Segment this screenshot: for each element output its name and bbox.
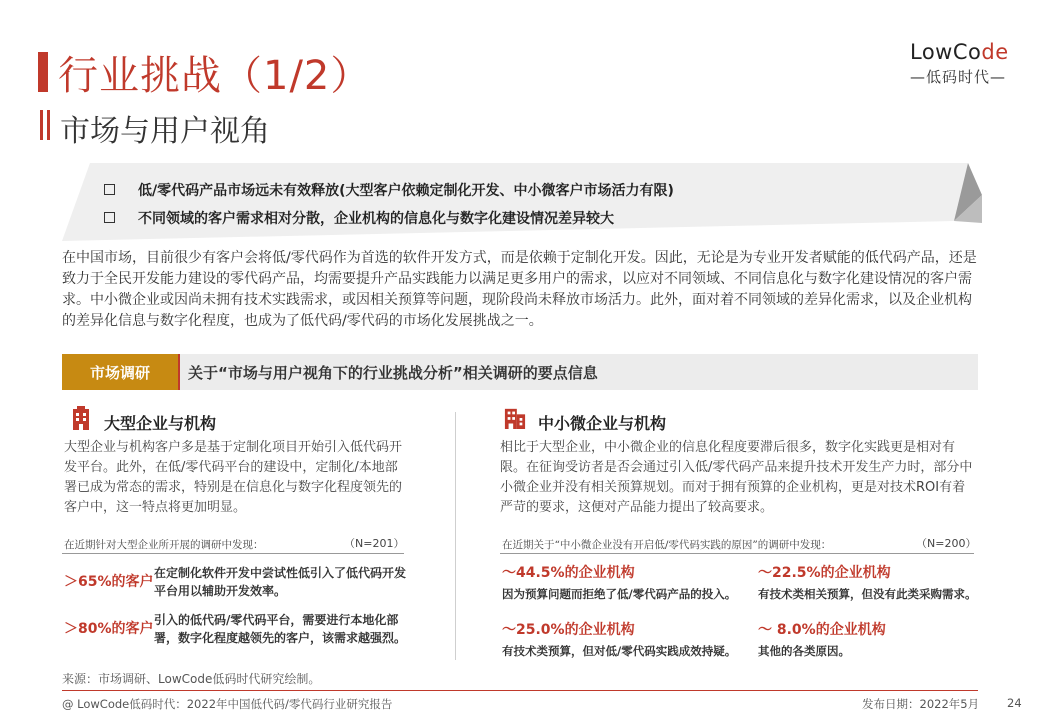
title-accent-bar xyxy=(38,52,48,92)
right-description: 相比于大型企业，中小微企业的信息化程度要滞后很多，数字化实践更是相对有限。在征询受访者是否会通过引入低/零代码产品来提升技术开发生产力时，部分中小微企业并没有相关预算规划。而对于拥有预算的企业机构，更是对技术ROI有着严苛的要求，这便对产品能力提出了较高要求。 xyxy=(500,440,973,515)
building-icon xyxy=(70,406,92,430)
left-stat-value: ＞65%的客户 xyxy=(64,574,154,590)
page-title: 行业挑战（1/2） xyxy=(58,53,372,99)
right-stat-value: ～22.5%的企业机构 xyxy=(758,565,891,581)
right-survey-label: 在近期关于“中小微企业没有开启低/零代码实践的原因”的调研中发现： xyxy=(502,539,832,551)
right-stat-value: ～25.0%的企业机构 xyxy=(502,622,635,638)
logo-tagline: —低码时代— xyxy=(910,68,1007,86)
subtitle-accent-bar xyxy=(47,110,50,140)
research-tag: 市场调研 xyxy=(62,354,178,390)
left-sample-size: （N=201） xyxy=(344,537,405,550)
highlight-box-shape xyxy=(62,163,982,241)
page-subtitle: 市场与用户视角 xyxy=(60,114,270,149)
left-stat-desc: 引入的低代码/零代码平台，需要进行本地化部署，数字化程度越领先的客户，该需求越强烈。 xyxy=(154,613,407,645)
left-heading: 大型企业与机构 xyxy=(104,414,217,433)
highlight-item: 低/零代码产品市场远未有效释放(大型客户依赖定制化开发、中小微客户市场活力有限) xyxy=(138,183,674,199)
right-stat-desc: 有技术类预算，但对低/零代码实践成效持疑。 xyxy=(502,644,737,658)
research-divider xyxy=(178,354,180,390)
left-description: 大型企业与机构客户多是基于定制化项目开始引入低代码开发平台。此外，在低/零代码平台的建设中，定制化/本地部署已成为常态的需求，特别是在信息化与数字化程度领先的客户中，这一特点将更加明显。 xyxy=(64,440,403,515)
logo-text-accent: de xyxy=(981,40,1009,64)
footer-divider xyxy=(62,690,978,691)
right-stat-desc: 因为预算问题而拒绝了低/零代码产品的投入。 xyxy=(502,587,737,601)
right-stat-desc: 有技术类相关预算，但没有此类采购需求。 xyxy=(758,587,977,601)
right-stat-value: ～ 8.0%的企业机构 xyxy=(758,622,886,638)
source-note: 来源：市场调研、LowCode低码时代研究绘制。 xyxy=(62,672,321,686)
left-stat-desc: 在定制化软件开发中尝试性低引入了低代码开发平台用以辅助开发效率。 xyxy=(154,566,407,598)
right-stat-desc: 其他的各类原因。 xyxy=(758,644,850,658)
right-sample-size: （N=200） xyxy=(916,537,977,550)
right-divider xyxy=(500,553,974,554)
left-divider xyxy=(62,553,404,554)
highlight-item: 不同领域的客户需求相对分散，企业机构的信息化与数字化建设情况差异较大 xyxy=(138,211,614,227)
research-title: 关于“市场与用户视角下的行业挑战分析”相关调研的要点信息 xyxy=(188,364,598,382)
column-divider xyxy=(455,412,456,660)
left-stat-value: ＞80%的客户 xyxy=(64,621,154,637)
logo xyxy=(910,40,1009,64)
checkbox-icon xyxy=(104,184,115,195)
highlight-box xyxy=(62,163,982,241)
intro-paragraph: 在中国市场，目前很少有客户会将低/零代码作为首选的软件开发方式，而是依赖于定制化开发。因此，无论是为专业开发者赋能的低代码产品，还是致力于全民开发能力建设的零代码产品，均需要提升产品实践能力以满足更多用户的需求，以应对不同领域、不同信息化与数字化建设情况的客户需求。中小微企业或因尚未拥有技术实践需求，或因相关预算等问题，现阶段尚未释放市场活力。此外，面对着不同领域的差异化需求，以及企业机构的差异化信息与数字化程度，也成为了低代码/零代码的市场化发展挑战之一。 xyxy=(62,250,977,329)
checkbox-icon xyxy=(104,212,115,223)
footer-date: 发布日期：2022年5月 xyxy=(862,697,980,711)
right-stat-value: ～44.5%的企业机构 xyxy=(502,565,635,581)
footer-report-title: @ LowCode低码时代：2022年中国低代码/零代码行业研究报告 xyxy=(62,697,393,711)
subtitle-accent-bar xyxy=(40,110,43,140)
office-building-icon xyxy=(504,406,526,430)
logo-text: LowCo xyxy=(910,40,982,64)
right-heading: 中小微企业与机构 xyxy=(538,414,667,433)
page-number: 24 xyxy=(1007,696,1022,710)
left-survey-label: 在近期针对大型企业所开展的调研中发现： xyxy=(64,539,264,551)
